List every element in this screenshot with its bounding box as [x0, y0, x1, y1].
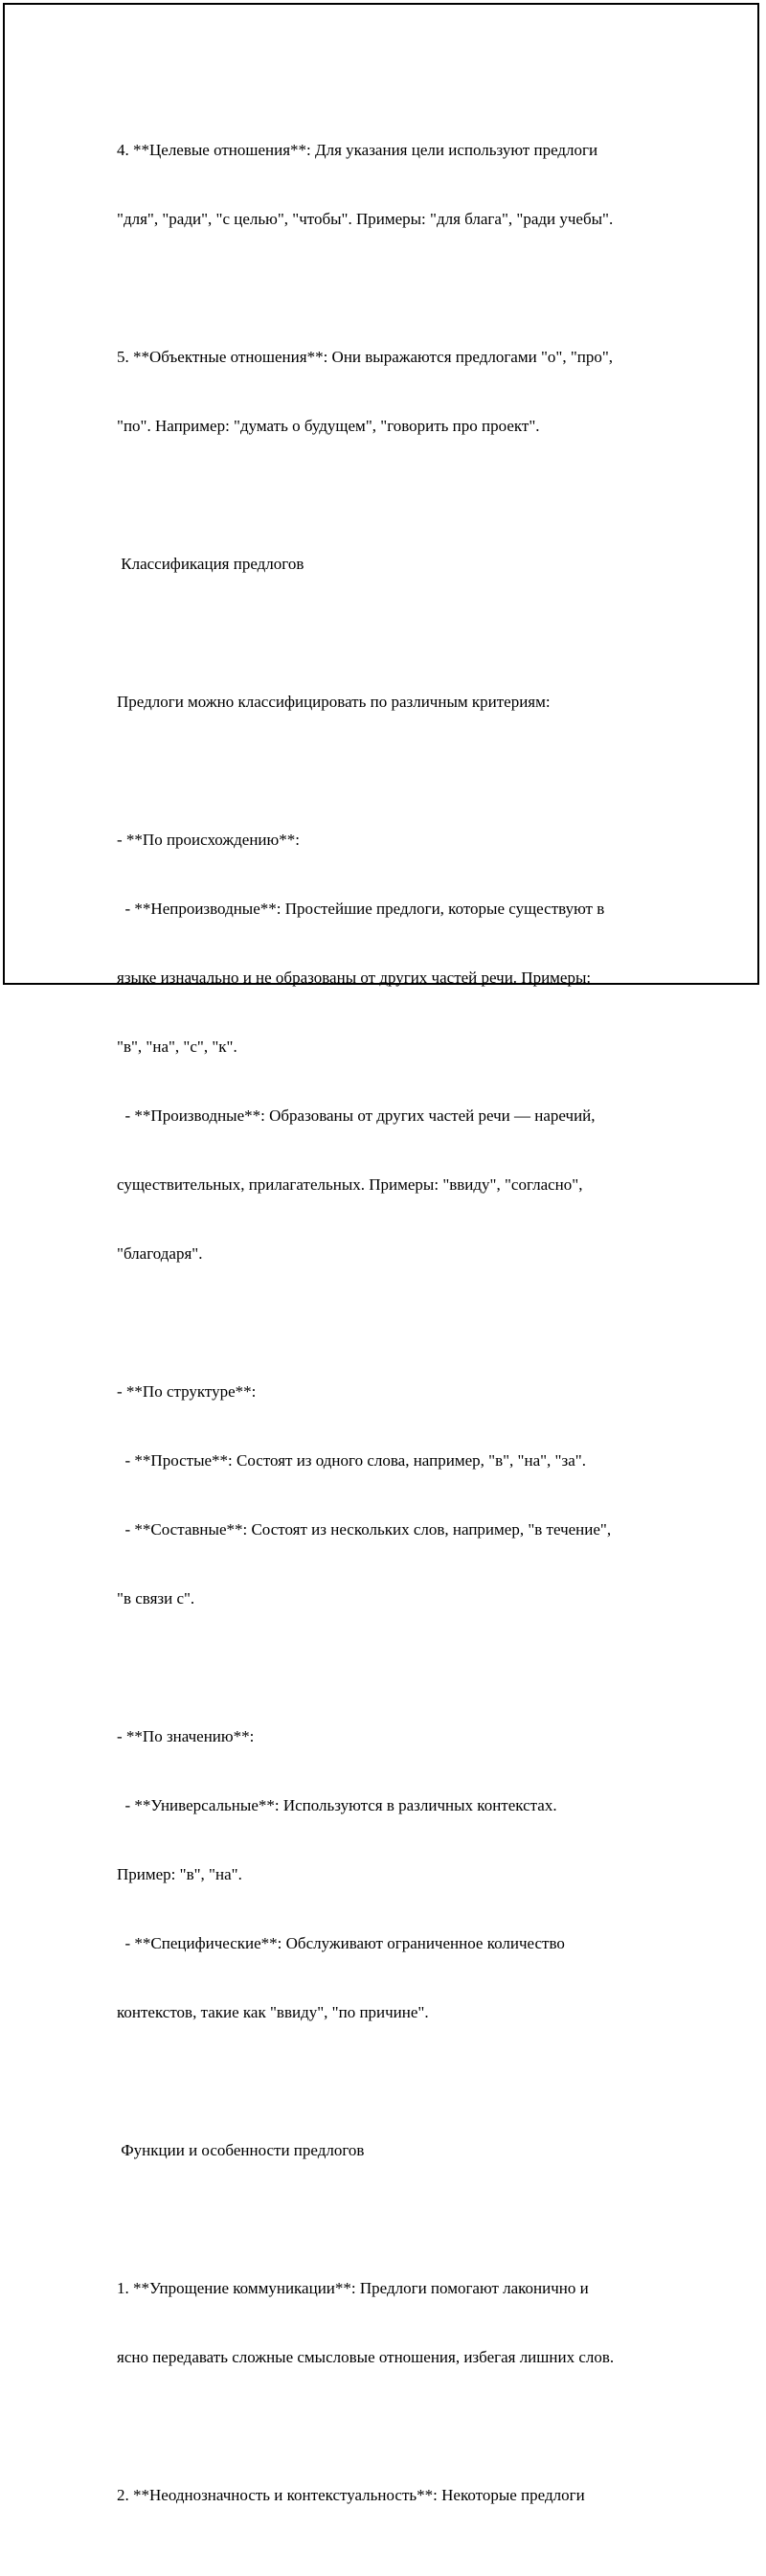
list-item-line: - **Непроизводные**: Простейшие предлоги, которые существуют в: [117, 900, 605, 918]
section-heading-classification: [117, 507, 663, 622]
list-item-line: - **По значению**:: [117, 1727, 255, 1745]
list-item-line: Пример: "в", "на".: [117, 1865, 242, 1883]
text-line: "по". Например: "думать о будущем", "говорить про проект".: [117, 417, 540, 435]
list-item-line: существительных, прилагательных. Примеры: "ввиду", "согласно",: [117, 1175, 583, 1194]
document-body: [117, 93, 663, 2576]
list-item-line: "в связи с".: [117, 1589, 195, 1607]
heading-text: Функции и особенности предлогов: [117, 2141, 365, 2159]
text-line: 2. **Неоднозначность и контекстуальность**: Некоторые предлоги: [117, 2486, 585, 2504]
section-heading-functions: [117, 2093, 663, 2208]
list-item-line: - **Специфические**: Обслуживают ограниченное количество: [117, 1934, 565, 1952]
list-by-origin: [117, 783, 663, 1311]
list-item-line: - **Простые**: Состоят из одного слова, например, "в", "на", "за".: [117, 1451, 586, 1470]
paragraph-object-relations: [117, 300, 663, 484]
paragraph-ambiguity: [117, 2438, 663, 2553]
list-by-structure: [117, 1334, 663, 1656]
heading-text: Классификация предлогов: [117, 555, 304, 573]
list-item-line: - **По структуре**:: [117, 1382, 257, 1401]
list-item-line: - **Составные**: Состоят из нескольких слов, например, "в течение",: [117, 1520, 612, 1539]
paragraph-classification-intro: [117, 645, 663, 760]
text-line: ясно передавать сложные смысловые отношения, избегая лишних слов.: [117, 2348, 615, 2366]
list-by-meaning: [117, 1679, 663, 2070]
text-line: Предлоги можно классифицировать по различным критериям:: [117, 693, 551, 711]
list-item-line: контекстов, такие как "ввиду", "по причине".: [117, 2003, 429, 2021]
list-item-line: "благодаря".: [117, 1244, 203, 1263]
text-line: 1. **Упрощение коммуникации**: Предлоги помогают лаконично и: [117, 2279, 589, 2297]
list-item-line: - **Производные**: Образованы от других частей речи — наречий,: [117, 1106, 596, 1125]
text-line: 4. **Целевые отношения**: Для указания цели используют предлоги: [117, 141, 598, 159]
list-item-line: - **Универсальные**: Используются в различных контекстах.: [117, 1796, 557, 1814]
list-item-line: языке изначально и не образованы от других частей речи. Примеры:: [117, 969, 592, 987]
paragraph-simplification: [117, 2231, 663, 2415]
paragraph-target-relations: [117, 93, 663, 277]
list-item-line: - **По происхождению**:: [117, 831, 300, 849]
text-line: 5. **Объектные отношения**: Они выражаются предлогами "о", "про",: [117, 348, 614, 366]
list-item-line: "в", "на", "с", "к".: [117, 1037, 237, 1056]
page-frame: [3, 3, 759, 2504]
text-line: "для", "ради", "с целью", "чтобы". Примеры: "для блага", "ради учебы".: [117, 210, 614, 228]
